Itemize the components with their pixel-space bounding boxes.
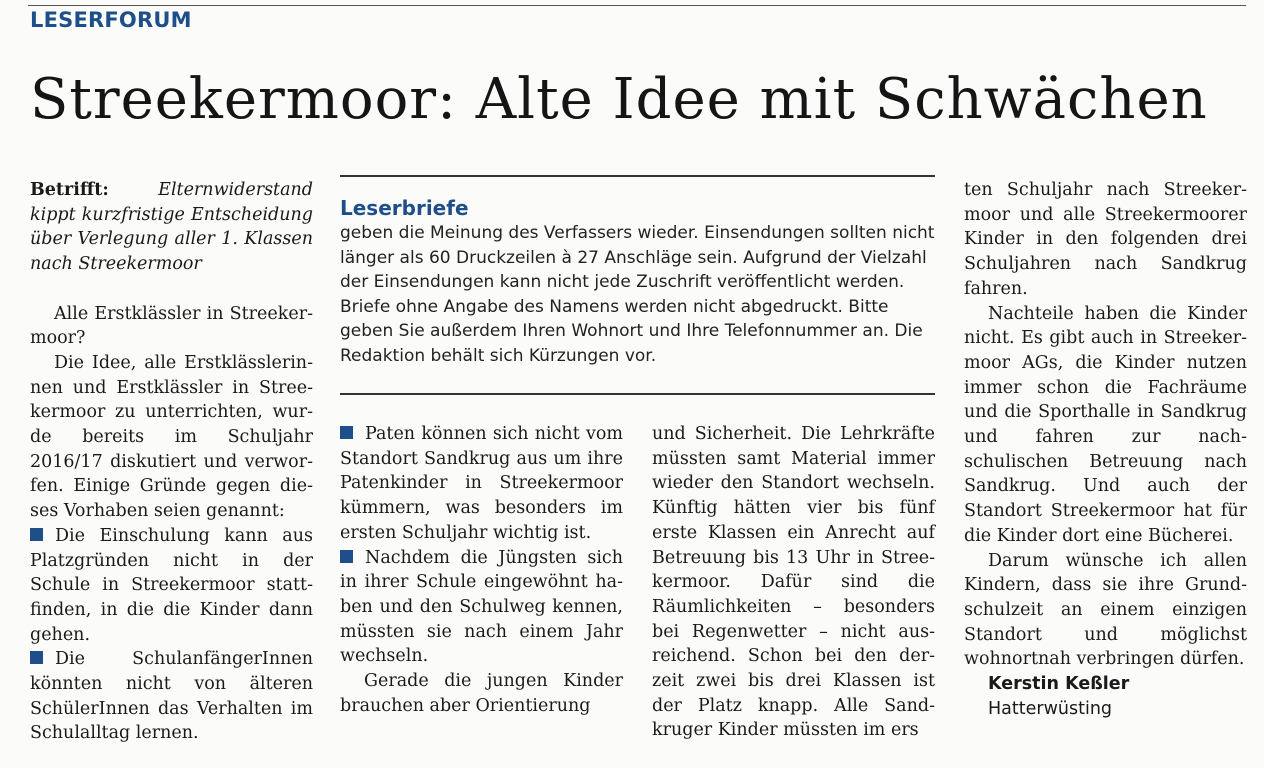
leserbriefe-box [340, 175, 935, 369]
blue-square-bullet-icon [340, 550, 353, 563]
blue-square-bullet-icon [340, 426, 353, 439]
paragraph: Gerade die jungen Kinder brauchen aber Orientierung [340, 671, 623, 716]
column-2 [340, 422, 623, 718]
box-top-rule [340, 175, 935, 177]
column-1 [30, 178, 313, 746]
bullet-text: Nachdem die Jüngsten sich in ihrer Schule eingewöhnt haben und den Schulweg kennen, müssten sie nach einem Jahr wechseln. [340, 547, 623, 667]
bullet-text: Die SchulanfängerInnen könnten nicht von älteren SchülerInnen das Verhalten im Schulalltag lernen. [30, 649, 313, 744]
subject-text: Elternwiderstand kippt kurzfristige Entscheidung über Verlegung aller 1. Klassen nach Streekermoor [30, 180, 313, 275]
box-text: geben die Meinung des Verfassers wieder. Einsendungen sollten nicht länger als 60 Druckzeilen à 27 Anschläge sein. Aufgrund der Vielzahl der Einsendungen kann nicht jede Zuschrift veröffentlicht werden. Briefe ohne Angabe des Namens werden nicht abgedruckt. Bitte geben Sie außerdem Ihren Wohnort und Ihre Telefonnummer an. Die Redaktion behält sich Kürzungen vor. [340, 223, 935, 366]
subject-label: Betrifft: [30, 180, 109, 200]
blue-square-bullet-icon [30, 528, 43, 541]
paragraph: Alle Erstklässler in Streekermoor? [30, 303, 313, 349]
blue-square-bullet-icon [30, 651, 43, 664]
bullet-item [340, 422, 623, 546]
bullet-item [30, 647, 313, 746]
paragraph: ten Schuljahr nach Streekermoor und alle Streekermoorer Kinder in den folgenden drei Schuljahren nach Sandkrug fahren. [964, 180, 1247, 299]
section-label: LESERFORUM [30, 8, 192, 32]
bullet-text: Die Einschulung kann aus Platzgründen nicht in der Schule in Streekermoor stattfinden, in die die Kinder dann gehen. [30, 525, 313, 645]
box-bottom-rule [340, 393, 935, 395]
column-4 [964, 178, 1247, 721]
article-headline: Streekermoor: Alte Idee mit Schwächen [30, 67, 1208, 132]
author-name: Kerstin Keßler [988, 674, 1130, 695]
top-rule [28, 5, 1246, 6]
column-3 [652, 422, 935, 743]
paragraph: und Sicherheit. Die Lehrkräfte müssten samt Material immer wieder den Standort wechseln. Künftig hätten vier bis fünf erste Klassen ein Anrecht auf Betreuung bis 13 Uhr in Streekermoor. Dafür sind die Räumlichkeiten – besonders bei Regenwetter – nicht ausreichend. Schon bei den derzeit zwei bis drei Klassen ist der Platz knapp. Alle Sandkruger Kinder müssten im ers [652, 424, 935, 741]
paragraph: Die Idee, alle Erstklässlerinnen und Erstklässler in Streekermoor zu unterrichten, wurde bereits im Schuljahr 2016/17 diskutiert und verworfen. Einige Gründe gegen dieses Vorhaben seien genannt: [30, 352, 313, 522]
subject-line [30, 178, 313, 277]
box-title: Leserbriefe [340, 196, 469, 220]
author-location: Hatterwüsting [988, 698, 1113, 719]
bullet-text: Paten können sich nicht vom Standort Sandkrug aus um ihre Patenkinder in Streekermoor kümmern, was besonders im ersten Schuljahr wichtig ist. [340, 424, 623, 543]
paragraph: Darum wünsche ich allen Kindern, dass sie ihre Grundschulzeit an einem einzigen Standort und möglichst wohnortnah verbringen dürfen. [964, 550, 1247, 670]
bullet-item [340, 546, 623, 670]
bullet-item [30, 524, 313, 648]
paragraph: Nachteile haben die Kinder nicht. Es gibt auch in Streekermoor AGs, die Kinder nutzen immer schon die Fachräume und die Sporthalle in Sandkrug und fahren zur nachschulischen Betreuung nach Sandkrug. Und auch der Standort Streekermoor hat für die Kinder dort eine Bücherei. [964, 303, 1247, 546]
